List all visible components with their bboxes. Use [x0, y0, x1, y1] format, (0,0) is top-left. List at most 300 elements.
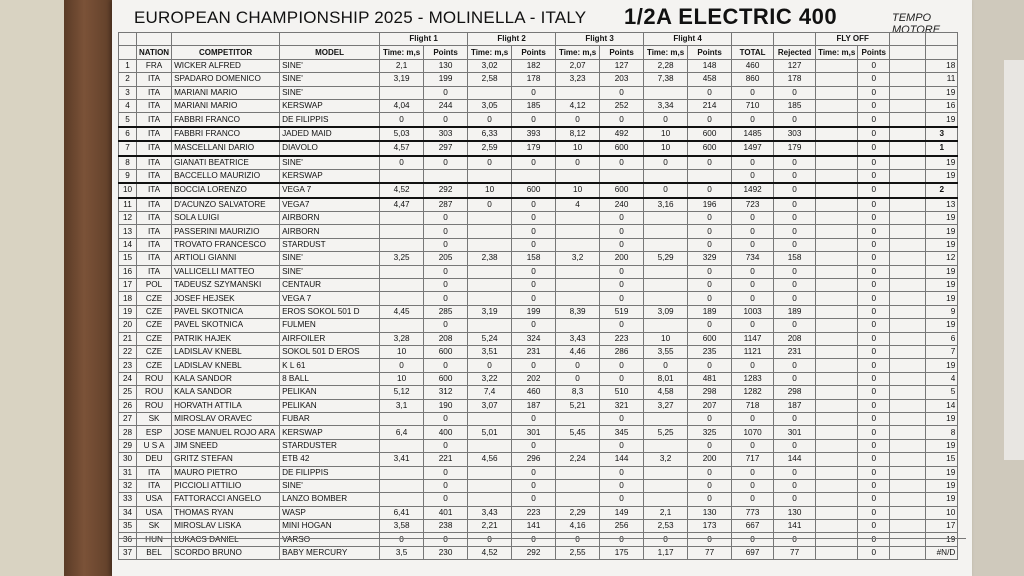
spare-cell	[890, 212, 926, 225]
model-cell: BABY MERCURY	[280, 546, 380, 559]
flight2-points-cell: 185	[512, 99, 556, 112]
flyoff-time-cell	[816, 345, 858, 358]
rejected-cell: 231	[774, 345, 816, 358]
flight1-time-cell	[380, 279, 424, 292]
flight4-points-cell: 298	[688, 386, 732, 399]
flight2-points-cell	[512, 169, 556, 183]
flyoff-points-cell: 0	[858, 99, 890, 112]
flyoff-points-cell: 0	[858, 493, 890, 506]
competitor-cell: ARTIOLI GIANNI	[172, 252, 280, 265]
flight1-points-cell: 0	[424, 156, 468, 170]
model-cell: JADED MAID	[280, 127, 380, 141]
spare-cell	[890, 466, 926, 479]
total-cell: 1121	[732, 345, 774, 358]
rejected-cell: 0	[774, 359, 816, 372]
flight3-time-cell	[556, 86, 600, 99]
total-cell: 717	[732, 453, 774, 466]
row-number: 35	[119, 520, 137, 533]
table-row	[119, 399, 958, 412]
row-number: 20	[119, 319, 137, 332]
competitor-cell: JOSEF HEJSEK	[172, 292, 280, 305]
flight1-points-cell: 0	[424, 466, 468, 479]
flight3-time-header: Time: m,s	[556, 46, 600, 59]
total-cell: 860	[732, 73, 774, 86]
flight4-points-cell: 600	[688, 141, 732, 155]
flight1-time-cell	[380, 292, 424, 305]
nation-cell: USA	[137, 493, 172, 506]
position-cell: 19	[926, 86, 958, 99]
flight1-time-cell: 3,28	[380, 332, 424, 345]
flight4-time-cell: 1,17	[644, 546, 688, 559]
spare-cell	[890, 225, 926, 238]
flight1-time-cell: 0	[380, 156, 424, 170]
flyoff-time-cell	[816, 359, 858, 372]
flight2-time-cell: 3,19	[468, 305, 512, 318]
spare-cell	[890, 73, 926, 86]
position-cell: 17	[926, 520, 958, 533]
flight4-time-cell	[644, 169, 688, 183]
position-cell: 14	[926, 399, 958, 412]
position-cell: 19	[926, 466, 958, 479]
total-cell: 723	[732, 198, 774, 212]
flight3-time-cell	[556, 479, 600, 492]
position-cell: 5	[926, 386, 958, 399]
wall-background	[0, 0, 70, 576]
spare-cell	[890, 386, 926, 399]
flight1-time-cell	[380, 319, 424, 332]
flight1-time-cell: 0	[380, 533, 424, 546]
flight2-time-cell: 5,24	[468, 332, 512, 345]
total-cell: 1492	[732, 183, 774, 197]
flight3-time-cell	[556, 292, 600, 305]
model-cell: PELIKAN	[280, 386, 380, 399]
flight3-points-cell: 240	[600, 198, 644, 212]
total-cell: 1485	[732, 127, 774, 141]
results-sheet	[112, 0, 972, 576]
table-row	[119, 141, 958, 155]
flyoff-points-cell: 0	[858, 225, 890, 238]
table-row	[119, 319, 958, 332]
total-cell: 1147	[732, 332, 774, 345]
flight1-header: Flight 1	[380, 33, 468, 46]
flight4-time-cell: 7,38	[644, 73, 688, 86]
table-row	[119, 520, 958, 533]
table-row	[119, 332, 958, 345]
nation-cell: DEU	[137, 453, 172, 466]
competitor-cell: VALLICELLI MATTEO	[172, 265, 280, 278]
results-table	[118, 32, 958, 560]
flight2-time-cell: 3,07	[468, 399, 512, 412]
row-number: 24	[119, 372, 137, 385]
flight1-time-cell: 6,41	[380, 506, 424, 519]
flight4-points-cell: 148	[688, 59, 732, 72]
row-number: 19	[119, 305, 137, 318]
table-row	[119, 265, 958, 278]
flight1-points-cell: 244	[424, 99, 468, 112]
wooden-board-edge	[64, 0, 114, 576]
spare-cell	[890, 86, 926, 99]
flight1-time-cell: 3,1	[380, 399, 424, 412]
flight1-points-cell: 0	[424, 292, 468, 305]
row-number: 13	[119, 225, 137, 238]
flight2-time-cell: 7,4	[468, 386, 512, 399]
rejected-cell: 141	[774, 520, 816, 533]
model-cell: SINE'	[280, 59, 380, 72]
motor-time-note: TEMPO MOTORE	[892, 12, 941, 36]
flight3-time-cell	[556, 412, 600, 425]
rejected-cell: 158	[774, 252, 816, 265]
flight2-time-cell: 3,02	[468, 59, 512, 72]
flight3-points-cell: 256	[600, 520, 644, 533]
flight4-points-cell: 325	[688, 426, 732, 439]
flight2-time-cell	[468, 493, 512, 506]
flight2-points-cell: 460	[512, 386, 556, 399]
nation-cell: CZE	[137, 319, 172, 332]
table-row	[119, 386, 958, 399]
flight4-points-cell: 214	[688, 99, 732, 112]
flight1-time-header: Time: m,s	[380, 46, 424, 59]
flyoff-points-cell: 0	[858, 520, 890, 533]
flight3-time-cell	[556, 279, 600, 292]
rejected-cell: 77	[774, 546, 816, 559]
competitor-cell: KALA SANDOR	[172, 372, 280, 385]
spare-cell	[890, 183, 926, 197]
position-cell: 19	[926, 156, 958, 170]
rejected-cell: 298	[774, 386, 816, 399]
table-row	[119, 212, 958, 225]
nation-cell: ITA	[137, 169, 172, 183]
position-cell: 3	[926, 127, 958, 141]
flyoff-points-cell: 0	[858, 533, 890, 546]
flight3-time-cell: 5,21	[556, 399, 600, 412]
row-number: 33	[119, 493, 137, 506]
flight1-time-cell: 3,41	[380, 453, 424, 466]
flight2-points-cell: 0	[512, 212, 556, 225]
flight2-time-cell: 3,22	[468, 372, 512, 385]
flyoff-points-cell: 0	[858, 466, 890, 479]
flight3-points-cell: 0	[600, 156, 644, 170]
flight4-time-cell: 3,27	[644, 399, 688, 412]
competitor-cell: D'ACUNZO SALVATORE	[172, 198, 280, 212]
flight2-time-cell	[468, 292, 512, 305]
row-number: 31	[119, 466, 137, 479]
position-cell: 6	[926, 332, 958, 345]
total-cell: 0	[732, 169, 774, 183]
flight3-points-cell: 175	[600, 546, 644, 559]
competitor-cell: PATRIK HAJEK	[172, 332, 280, 345]
position-cell: 19	[926, 279, 958, 292]
model-cell: ETB 42	[280, 453, 380, 466]
table-row	[119, 113, 958, 127]
model-cell: EROS SOKOL 501 D	[280, 305, 380, 318]
flyoff-time-cell	[816, 113, 858, 127]
position-cell: 19	[926, 533, 958, 546]
flight3-points-cell: 0	[600, 279, 644, 292]
competitor-cell: PAVEL SKOTNICA	[172, 305, 280, 318]
flight1-time-cell: 4,57	[380, 141, 424, 155]
table-row	[119, 156, 958, 170]
rejected-cell: 0	[774, 493, 816, 506]
flight4-points-cell: 0	[688, 466, 732, 479]
flyoff-header: FLY OFF	[816, 33, 890, 46]
flight1-points-cell: 0	[424, 439, 468, 452]
competitor-cell: PAVEL SKOTNICA	[172, 319, 280, 332]
flight4-points-cell: 130	[688, 506, 732, 519]
flight1-time-cell	[380, 493, 424, 506]
flight2-points-cell: 199	[512, 305, 556, 318]
sheet-bottom-border	[118, 538, 966, 555]
rejected-cell: 0	[774, 372, 816, 385]
flight4-points-cell: 0	[688, 412, 732, 425]
flight4-points-cell: 600	[688, 127, 732, 141]
competitor-cell: MAURO PIETRO	[172, 466, 280, 479]
row-number: 16	[119, 265, 137, 278]
row-number: 22	[119, 345, 137, 358]
flight3-points-cell: 0	[600, 466, 644, 479]
flyoff-points-cell: 0	[858, 479, 890, 492]
flight3-points-cell: 0	[600, 319, 644, 332]
flight2-time-cell	[468, 86, 512, 99]
model-cell: VARSO	[280, 533, 380, 546]
flyoff-time-cell	[816, 439, 858, 452]
model-cell: VEGA 7	[280, 183, 380, 197]
flyoff-points-cell: 0	[858, 359, 890, 372]
flight3-points-cell: 0	[600, 113, 644, 127]
flyoff-time-cell	[816, 305, 858, 318]
table-row	[119, 466, 958, 479]
flight1-time-cell	[380, 466, 424, 479]
nation-cell: ITA	[137, 141, 172, 155]
flyoff-time-cell	[816, 198, 858, 212]
flight2-points-cell: 0	[512, 225, 556, 238]
model-cell: SINE'	[280, 73, 380, 86]
flyoff-time-cell	[816, 86, 858, 99]
flight4-time-cell: 2,28	[644, 59, 688, 72]
competitor-cell: LADISLAV KNEBL	[172, 359, 280, 372]
flight4-time-cell: 5,25	[644, 426, 688, 439]
competitor-cell: FATTORACCI ANGELO	[172, 493, 280, 506]
flight4-points-cell: 329	[688, 252, 732, 265]
flyoff-points-cell: 0	[858, 319, 890, 332]
flight1-points-cell: 221	[424, 453, 468, 466]
flight2-points-cell: 0	[512, 86, 556, 99]
flight3-time-cell: 0	[556, 359, 600, 372]
table-row	[119, 279, 958, 292]
flight2-time-cell	[468, 265, 512, 278]
row-number: 37	[119, 546, 137, 559]
flight3-time-cell	[556, 493, 600, 506]
position-cell: 19	[926, 169, 958, 183]
flight3-points-cell: 345	[600, 426, 644, 439]
table-row	[119, 252, 958, 265]
flight2-points-cell: 0	[512, 238, 556, 251]
flight1-time-cell	[380, 479, 424, 492]
flyoff-time-cell	[816, 265, 858, 278]
flight2-points-cell: 0	[512, 479, 556, 492]
flight2-time-cell	[468, 412, 512, 425]
total-cell: 0	[732, 225, 774, 238]
flyoff-time-cell	[816, 332, 858, 345]
flight3-points-cell: 203	[600, 73, 644, 86]
table-row	[119, 506, 958, 519]
flight3-points-cell: 600	[600, 183, 644, 197]
flight1-points-cell	[424, 169, 468, 183]
total-header: TOTAL	[732, 46, 774, 59]
rejected-cell: 303	[774, 127, 816, 141]
flyoff-time-cell	[816, 520, 858, 533]
flyoff-points-cell: 0	[858, 412, 890, 425]
model-cell: SINE'	[280, 265, 380, 278]
flight1-points-cell: 285	[424, 305, 468, 318]
rejected-cell: 0	[774, 212, 816, 225]
flight3-time-cell: 4,12	[556, 99, 600, 112]
flight3-points-cell: 0	[600, 265, 644, 278]
flight3-time-cell	[556, 265, 600, 278]
total-cell: 1003	[732, 305, 774, 318]
flight2-points-cell: 178	[512, 73, 556, 86]
flight2-points-cell: 0	[512, 156, 556, 170]
spare-cell	[890, 127, 926, 141]
flight1-time-cell	[380, 265, 424, 278]
flyoff-time-cell	[816, 156, 858, 170]
flight3-time-cell: 8,3	[556, 386, 600, 399]
flight4-time-cell	[644, 225, 688, 238]
nation-cell: ROU	[137, 399, 172, 412]
rejected-cell: 144	[774, 453, 816, 466]
flyoff-points-cell: 0	[858, 127, 890, 141]
flight1-time-cell: 3,58	[380, 520, 424, 533]
flight1-time-cell: 4,04	[380, 99, 424, 112]
flight2-points-cell: 0	[512, 319, 556, 332]
flyoff-points-cell: 0	[858, 453, 890, 466]
flight1-time-cell: 10	[380, 345, 424, 358]
competitor-cell: MARIANI MARIO	[172, 99, 280, 112]
nation-cell: ITA	[137, 113, 172, 127]
flight4-points-cell: 0	[688, 265, 732, 278]
flight4-points-cell: 0	[688, 113, 732, 127]
flyoff-points-cell: 0	[858, 332, 890, 345]
model-cell: 8 BALL	[280, 372, 380, 385]
flight1-points-cell: 401	[424, 506, 468, 519]
model-cell: SINE'	[280, 252, 380, 265]
rejected-cell: 0	[774, 225, 816, 238]
rejected-cell: 0	[774, 479, 816, 492]
flight3-time-cell: 8,39	[556, 305, 600, 318]
total-cell: 718	[732, 399, 774, 412]
flight4-points-cell: 196	[688, 198, 732, 212]
flyoff-time-cell	[816, 183, 858, 197]
model-cell: DIAVOLO	[280, 141, 380, 155]
row-number: 7	[119, 141, 137, 155]
flyoff-time-cell	[816, 59, 858, 72]
flight4-time-cell: 2,1	[644, 506, 688, 519]
flyoff-points-cell: 0	[858, 546, 890, 559]
spare-cell	[890, 426, 926, 439]
nation-cell: ESP	[137, 426, 172, 439]
competitor-cell: MARIANI MARIO	[172, 86, 280, 99]
flyoff-time-cell	[816, 99, 858, 112]
nation-cell: ROU	[137, 372, 172, 385]
flight4-points-cell: 200	[688, 453, 732, 466]
flight2-time-cell: 6,33	[468, 127, 512, 141]
spare-cell	[890, 332, 926, 345]
flight4-points-cell: 0	[688, 479, 732, 492]
competitor-cell: TROVATO FRANCESCO	[172, 238, 280, 251]
row-number: 3	[119, 86, 137, 99]
flight3-header: Flight 3	[556, 33, 644, 46]
spare-cell	[890, 319, 926, 332]
flight2-time-cell: 0	[468, 113, 512, 127]
rejected-cell: 0	[774, 169, 816, 183]
flyoff-time-cell	[816, 252, 858, 265]
flight2-points-cell: 292	[512, 546, 556, 559]
nation-cell: ITA	[137, 225, 172, 238]
flyoff-time-cell	[816, 319, 858, 332]
flight3-time-cell: 5,45	[556, 426, 600, 439]
spare-cell	[890, 345, 926, 358]
position-cell: 10	[926, 506, 958, 519]
rejected-cell: 179	[774, 141, 816, 155]
total-cell: 0	[732, 212, 774, 225]
flight2-points-cell: 202	[512, 372, 556, 385]
competitor-cell: JOSE MANUEL ROJO ARA	[172, 426, 280, 439]
position-cell: 19	[926, 479, 958, 492]
competitor-cell: THOMAS RYAN	[172, 506, 280, 519]
spare-cell	[890, 412, 926, 425]
nation-cell: ITA	[137, 466, 172, 479]
flight3-time-cell: 4,16	[556, 520, 600, 533]
competitor-cell: MASCELLANI DARIO	[172, 141, 280, 155]
flight4-points-cell: 0	[688, 439, 732, 452]
rejected-cell: 0	[774, 319, 816, 332]
flight4-time-cell: 0	[644, 359, 688, 372]
nation-cell: FRA	[137, 59, 172, 72]
model-cell: AIRFOILER	[280, 332, 380, 345]
rejected-cell: 0	[774, 439, 816, 452]
flight4-points-cell: 0	[688, 212, 732, 225]
competitor-cell: BOCCIA LORENZO	[172, 183, 280, 197]
position-cell: 2	[926, 183, 958, 197]
flight3-points-cell	[600, 169, 644, 183]
flight2-time-cell: 0	[468, 198, 512, 212]
flyoff-points-cell: 0	[858, 169, 890, 183]
flight2-time-cell: 2,21	[468, 520, 512, 533]
table-row	[119, 292, 958, 305]
row-number: 1	[119, 59, 137, 72]
flight1-time-cell: 2,1	[380, 59, 424, 72]
model-cell: STARDUST	[280, 238, 380, 251]
total-cell: 0	[732, 156, 774, 170]
flight4-points-cell: 0	[688, 238, 732, 251]
flight3-time-cell	[556, 212, 600, 225]
rejected-cell: 0	[774, 466, 816, 479]
flight4-time-cell: 10	[644, 141, 688, 155]
flight2-time-cell: 4,56	[468, 453, 512, 466]
total-cell: 0	[732, 359, 774, 372]
flight4-time-cell	[644, 479, 688, 492]
position-cell: 13	[926, 198, 958, 212]
table-row	[119, 225, 958, 238]
flight2-time-cell: 10	[468, 183, 512, 197]
flight3-time-cell: 0	[556, 156, 600, 170]
model-cell: DE FILIPPIS	[280, 113, 380, 127]
position-cell: 12	[926, 252, 958, 265]
flight2-points-cell: 0	[512, 265, 556, 278]
flight3-time-cell	[556, 439, 600, 452]
spare-cell	[890, 305, 926, 318]
flight1-points-cell: 287	[424, 198, 468, 212]
flight1-points-cell: 208	[424, 332, 468, 345]
